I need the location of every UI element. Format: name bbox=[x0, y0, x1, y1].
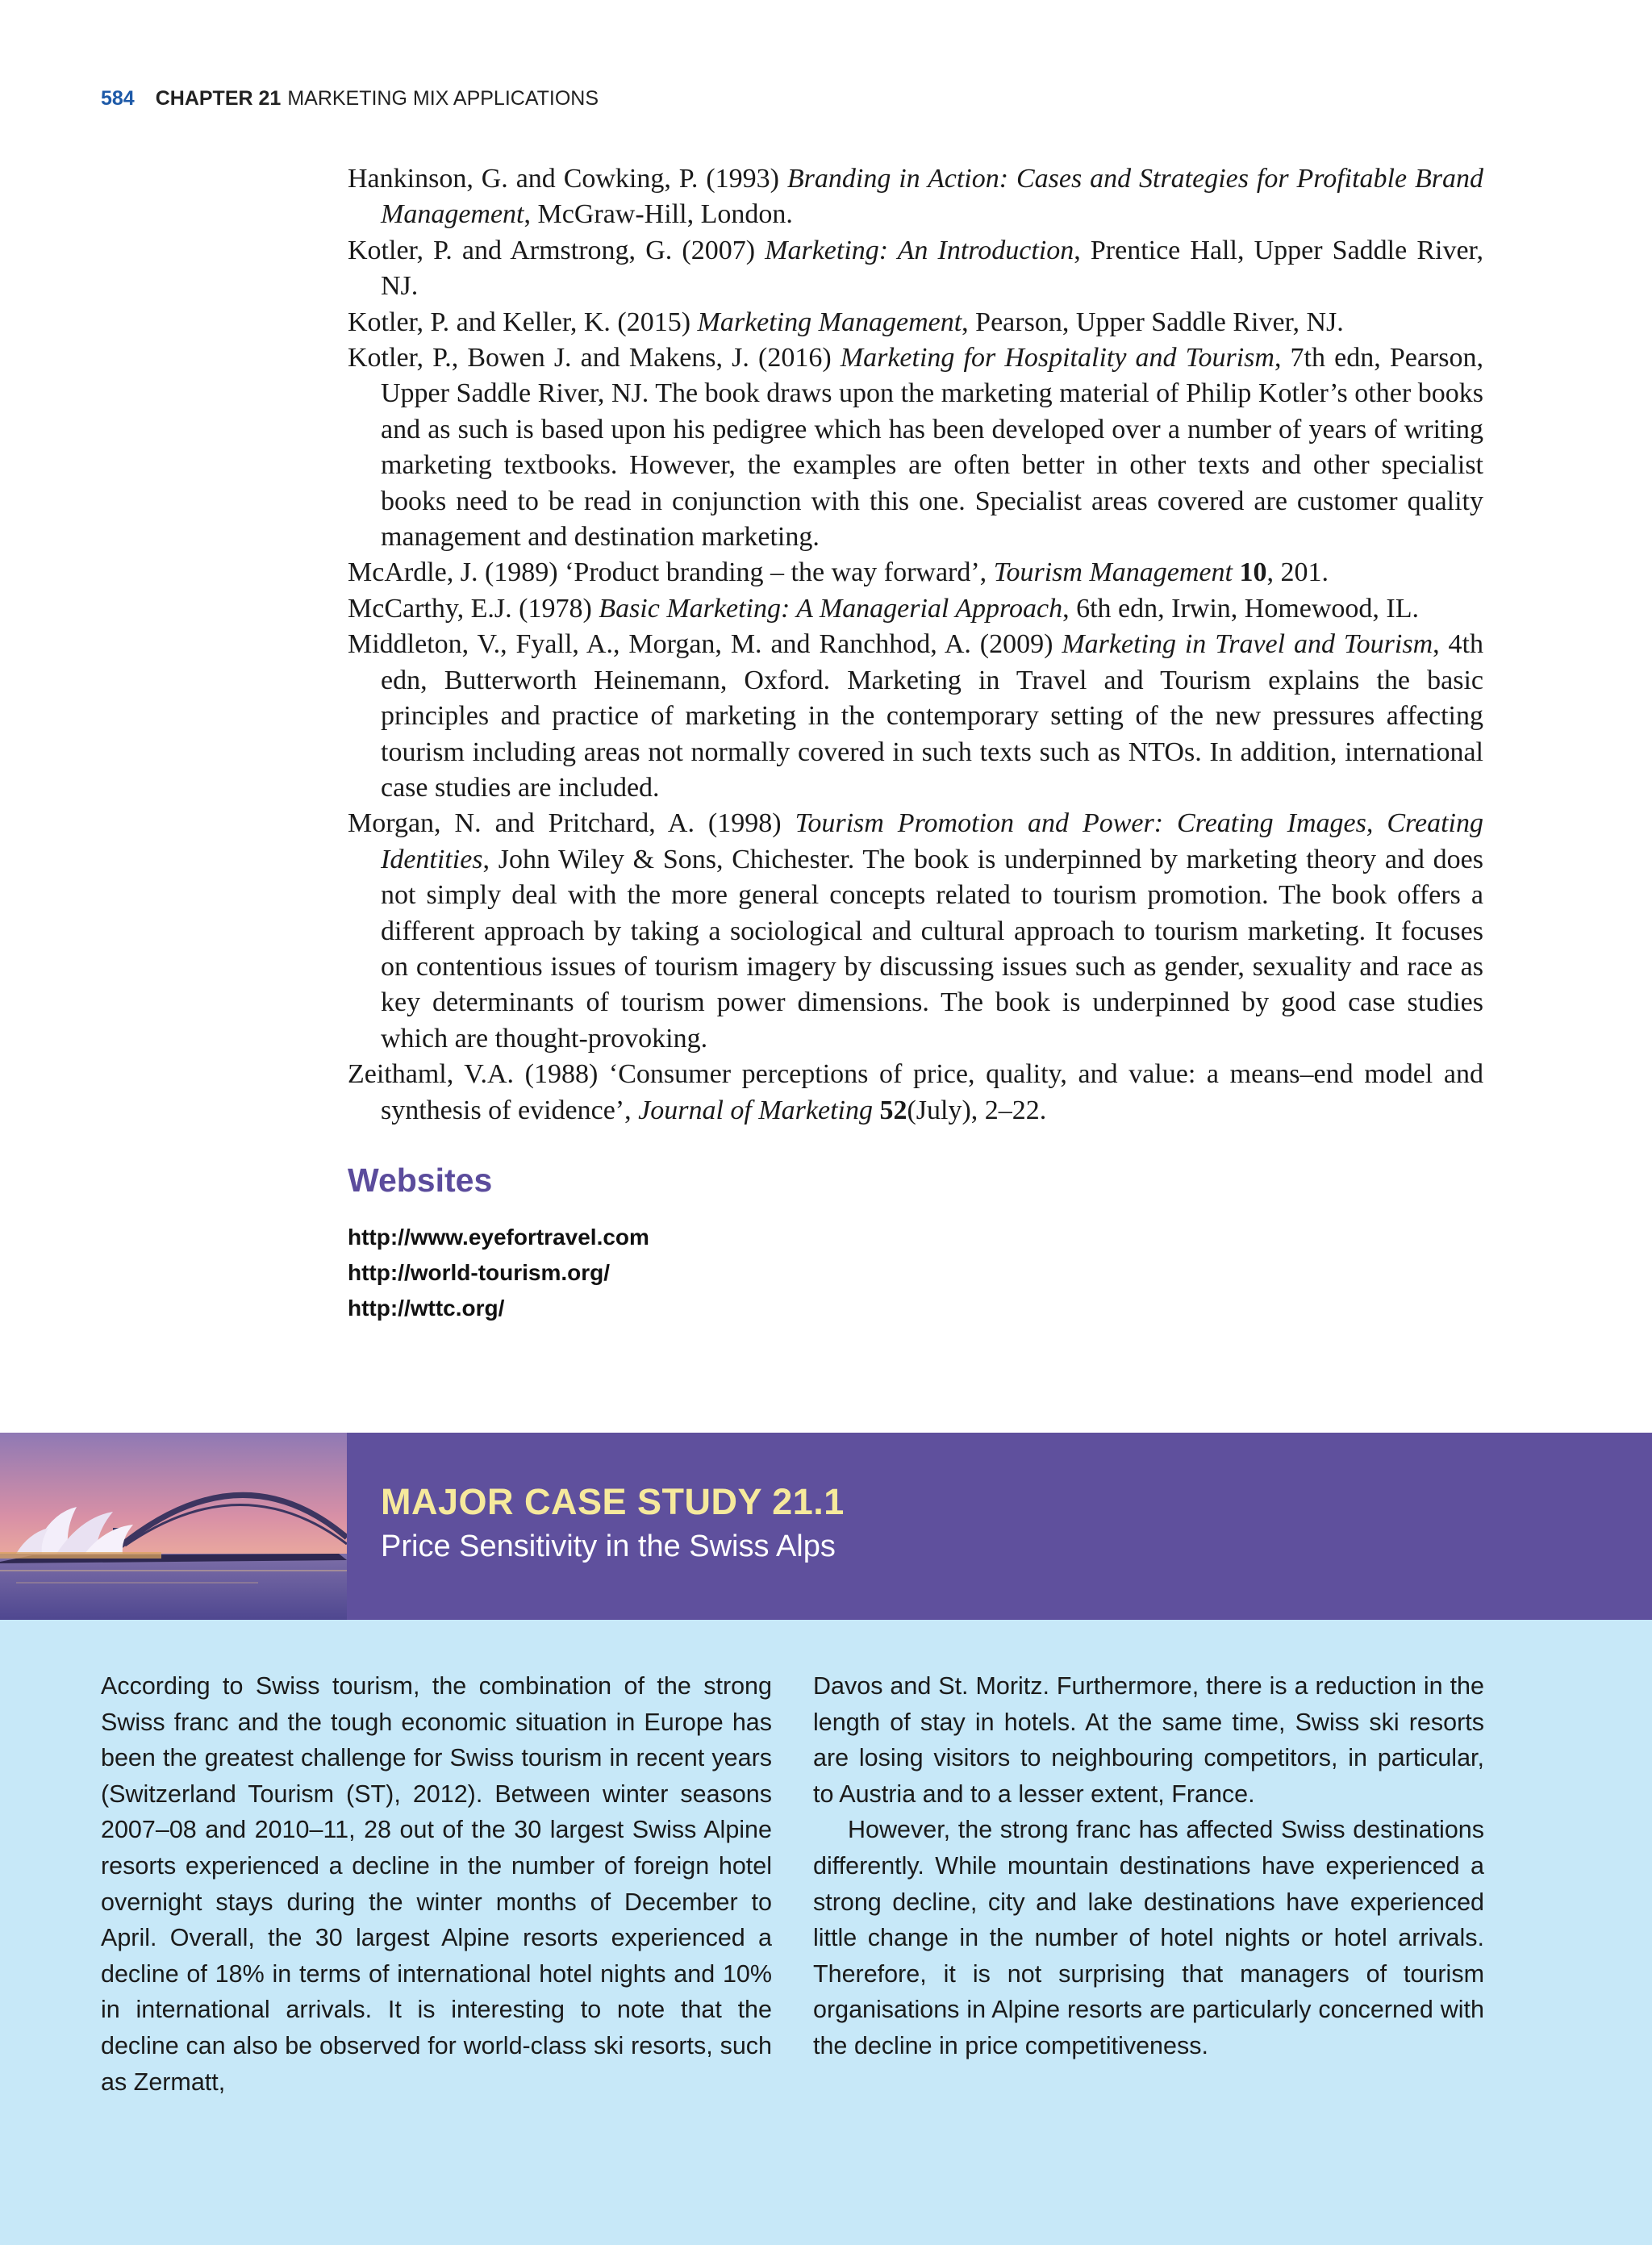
reference-title: Tourism Management bbox=[993, 557, 1233, 588]
reference-authors: Kotler, P. and Keller, K. (2015) bbox=[348, 307, 698, 337]
running-head bbox=[101, 87, 599, 111]
reference-details: , 7th edn, Pearson, Upper Saddle River, NJ. The book draws upon the marketing material of Philip Kotler’s other books and as such is based upon his pedigree which has been developed over a number of years of writing marketing textbooks. However, the examples are often better in other texts and other specialist books need to be read in conjunction with this one. Specialist areas covered are customer quality management and destination marketing. bbox=[381, 343, 1483, 553]
reference-authors: Hankinson, G. and Cowking, P. (1993) bbox=[348, 164, 787, 194]
chapter-label: CHAPTER 21 bbox=[155, 87, 282, 110]
case-study-body bbox=[0, 1620, 1652, 2245]
reference-entry bbox=[348, 806, 1483, 1057]
website-link[interactable]: http://wttc.org/ bbox=[348, 1296, 505, 1321]
websites-heading: Websites bbox=[348, 1162, 493, 1199]
reference-details: , McGraw-Hill, London. bbox=[524, 199, 793, 230]
reference-authors: Kotler, P., Bowen J. and Makens, J. (2016) bbox=[348, 343, 841, 373]
case-study-right-column bbox=[813, 1668, 1484, 2064]
case-study-paragraph: According to Swiss tourism, the combination of the strong Swiss franc and the tough economic situation in Europe has been the greatest challenge for Swiss tourism in recent years (Switzerland Tourism (ST), 2012). Between winter seasons 2007–08 and 2010–11, 28 out of the 30 largest Swiss Alpine resorts experienced a decline in the number of foreign hotel overnight stays during the winter months of December to April. Overall, the 30 largest Alpine resorts experienced a decline of 18% in terms of international hotel nights and 10% in international arrivals. It is interesting to note that the decline can also be observed for world-class ski resorts, such as Zermatt, bbox=[101, 1672, 772, 2096]
reference-volume: 10 bbox=[1232, 557, 1267, 588]
case-study-subtitle: Price Sensitivity in the Swiss Alps bbox=[381, 1529, 836, 1563]
reference-authors: Morgan, N. and Pritchard, A. (1998) bbox=[348, 808, 795, 839]
case-study-kicker: MAJOR CASE STUDY 21.1 bbox=[381, 1481, 845, 1522]
page-number: 584 bbox=[101, 87, 135, 110]
reference-title: Journal of Marketing bbox=[638, 1095, 873, 1125]
reference-details: , John Wiley & Sons, Chichester. The book is underpinned by marketing theory and does not simply deal with the more general concepts related to tourism promotion. The book offers a different approach by taking a sociological and cultural approach to tourism marketing. It focuses on contentious issues of tourism imagery by discussing issues such as gender, sexuality and race as key determinants of tourism power dimensions. The book is underpinned by good case studies which are thought-provoking. bbox=[381, 844, 1483, 1054]
reference-title: Marketing in Travel and Tourism bbox=[1062, 629, 1433, 660]
reference-details: , Prentice Hall, Upper Saddle River, NJ. bbox=[381, 235, 1484, 302]
reference-authors: Middleton, V., Fyall, A., Morgan, M. and Ranchhod, A. (2009) bbox=[348, 629, 1062, 660]
websites-list bbox=[348, 1220, 649, 1326]
reference-title: Tourism Promotion and Power: Creating Images, Creating Identities bbox=[381, 808, 1483, 874]
reference-authors: McArdle, J. (1989) ‘Product branding – the way forward’, bbox=[348, 557, 994, 588]
reference-volume: 52 bbox=[872, 1095, 907, 1125]
reference-entry bbox=[348, 305, 1483, 340]
sydney-harbour-photo bbox=[0, 1433, 347, 1620]
reference-title: Basic Marketing: A Managerial Approach bbox=[599, 593, 1063, 624]
reference-entry bbox=[348, 233, 1483, 305]
reference-details: , 4th edn, Butterworth Heinemann, Oxford. Marketing in Travel and Tourism explains the basic principles and practice of marketing in the contemporary setting of the new pressures affecting tourism including areas not normally covered in such texts such as NTOs. In addition, international case studies are included. bbox=[381, 629, 1484, 803]
reference-entry bbox=[348, 340, 1483, 555]
reference-title: Marketing for Hospitality and Tourism bbox=[840, 343, 1274, 373]
case-study-paragraph: Davos and St. Moritz. Furthermore, there is a reduction in the length of stay in hotels. At the same time, Swiss ski resorts are losing visitors to neighbouring competitors, in particular, to Austria and to a lesser extent, France. bbox=[813, 1672, 1484, 1808]
reference-entry bbox=[348, 591, 1483, 627]
case-study-left-column bbox=[101, 1668, 772, 2100]
reference-details: , 6th edn, Irwin, Homewood, IL. bbox=[1062, 593, 1419, 624]
reference-authors: McCarthy, E.J. (1978) bbox=[348, 593, 599, 624]
reference-title: Branding in Action: Cases and Strategies for Profitable Brand Management bbox=[381, 164, 1483, 230]
reference-entry bbox=[348, 161, 1483, 233]
reference-details: , Pearson, Upper Saddle River, NJ. bbox=[962, 307, 1344, 337]
reference-title: Marketing: An Introduction bbox=[765, 235, 1074, 265]
chapter-title: MARKETING MIX APPLICATIONS bbox=[287, 87, 599, 110]
reference-entry bbox=[348, 627, 1483, 806]
reference-authors: Zeithaml, V.A. (1988) ‘Consumer perceptions of price, quality, and value: a means–end model and synthesis of evidence’, bbox=[348, 1059, 1483, 1125]
reference-authors: Kotler, P. and Armstrong, G. (2007) bbox=[348, 235, 766, 265]
case-study-banner bbox=[0, 1433, 1652, 1620]
reference-list bbox=[348, 161, 1483, 1129]
website-link[interactable]: http://world-tourism.org/ bbox=[348, 1260, 611, 1285]
reference-details: , 201. bbox=[1266, 557, 1329, 588]
reference-details: (July), 2–22. bbox=[907, 1095, 1047, 1125]
reference-entry bbox=[348, 1057, 1483, 1129]
reference-title: Marketing Management bbox=[697, 307, 962, 337]
case-study-paragraph: However, the strong franc has affected Swiss destinations differently. While mountain destinations have experienced a strong decline, city and lake destinations have experienced little change in the number of hotel nights or hotel arrivals. Therefore, it is not surprising that managers of tourism organisations in Alpine resorts are particularly concerned with the decline in price competitiveness. bbox=[813, 1816, 1484, 2059]
website-link[interactable]: http://www.eyefortravel.com bbox=[348, 1225, 649, 1250]
reference-entry bbox=[348, 555, 1483, 590]
